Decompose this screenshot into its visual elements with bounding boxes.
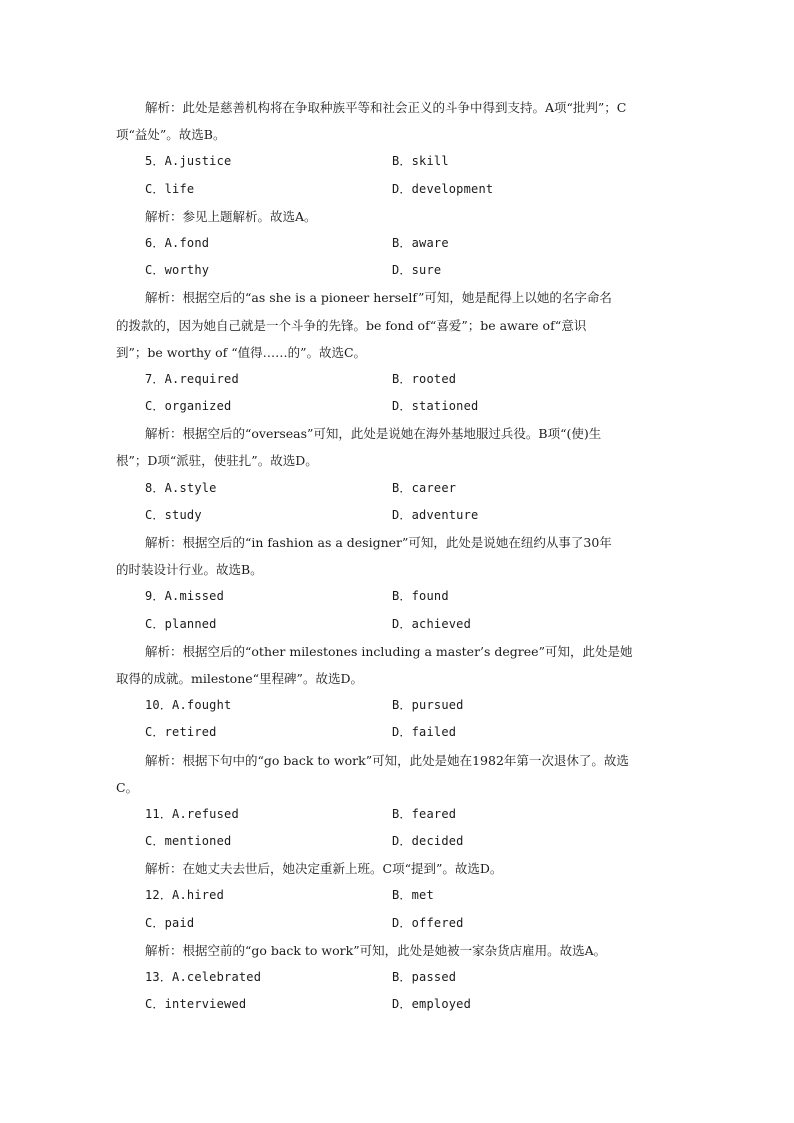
option-row: [116, 475, 680, 502]
explanation-line: 解析：根据空后的“as she is a pioneer herself”可知，她是配得上以她的名字命名: [145, 290, 612, 306]
option-left: 9．A.missed: [145, 589, 225, 604]
option-left: C．study: [145, 507, 202, 522]
option-left: 10．A.fought: [145, 698, 232, 713]
explanation-continuation: 的时装设计行业。故选B。: [116, 562, 263, 578]
option-row: [116, 611, 680, 638]
option-left: 6．A.fond: [145, 235, 210, 250]
option-right: B．career: [392, 480, 457, 495]
option-left: C．retired: [145, 725, 217, 740]
explanation-continuation: 的拨款的，因为她自己就是一个斗争的先锋。be fond of“喜爱”；be aware of“意识: [116, 317, 587, 333]
explanation-line: 解析：根据空后的“in fashion as a designer”可知，此处是说她在纽约从事了30年: [145, 535, 612, 550]
answer-explanations: [116, 94, 680, 1018]
option-left: 12．A.hired: [145, 888, 225, 903]
option-row: [116, 583, 680, 610]
option-row: [116, 502, 680, 529]
option-row: [116, 393, 680, 420]
explanation-continuation: 取得的成就。milestone“里程碑”。故选D。: [116, 670, 363, 686]
explanation-continuation: 到”；be worthy of “值得……的”。故选C。: [116, 344, 367, 360]
option-right: B．passed: [392, 970, 457, 984]
option-row: [116, 366, 680, 393]
option-right: B．found: [392, 589, 449, 604]
option-row: [116, 964, 680, 991]
explanation-line: 解析：根据空后的“other milestones including a master’s degree”可知，此处是她: [145, 643, 633, 659]
option-right: D．adventure: [392, 507, 479, 522]
option-row: [116, 148, 680, 175]
option-left: C．organized: [145, 399, 232, 414]
explanation-line: 解析：根据下句中的“go back to work”可知，此处是她在1982年第一次退休了。故选: [145, 752, 629, 768]
option-left: 11．A.refused: [145, 806, 239, 821]
explanation-line: 解析：根据空后的“overseas”可知，此处是说她在海外基地服过兵役。B项“(使)生: [145, 426, 602, 442]
option-right: D．offered: [392, 915, 464, 930]
option-right: B．rooted: [392, 371, 457, 386]
option-left: C．life: [145, 181, 195, 196]
option-row: [116, 230, 680, 257]
option-right: D．decided: [392, 834, 464, 849]
option-row: [116, 991, 680, 1018]
option-right: D．failed: [392, 725, 457, 740]
option-left: C．worthy: [145, 263, 210, 278]
option-left: 5．A.justice: [145, 154, 232, 169]
option-right: D．stationed: [392, 399, 479, 414]
option-row: [116, 910, 680, 937]
option-left: C．mentioned: [145, 834, 232, 849]
option-row: [116, 828, 680, 855]
option-left: C．paid: [145, 915, 195, 930]
option-right: B．feared: [392, 806, 457, 821]
option-row: [116, 176, 680, 203]
explanation-line: 解析：参见上题解析。故选A。: [145, 208, 317, 224]
option-right: D．sure: [392, 263, 442, 278]
option-row: [116, 801, 680, 828]
explanation-line: 解析：此处是慈善机构将在争取种族平等和社会正义的斗争中得到支持。A项“批判”；C: [145, 100, 627, 115]
option-row: [116, 882, 680, 909]
option-row: [116, 692, 680, 719]
option-right: B．aware: [392, 235, 449, 250]
option-row: [116, 719, 680, 746]
explanation-continuation: 根”；D项“派驻，使驻扎”。故选D。: [116, 453, 318, 469]
option-left: 8．A.style: [145, 480, 217, 495]
option-right: B．met: [392, 888, 434, 903]
option-right: B．skill: [392, 154, 449, 169]
explanation-continuation: C。: [116, 779, 139, 795]
option-row: [116, 257, 680, 284]
option-left: C．interviewed: [145, 997, 247, 1012]
option-left: 7．A.required: [145, 371, 239, 386]
explanation-line: 解析：根据空前的“go back to work”可知，此处是她被一家杂货店雇用。故选A。: [145, 942, 607, 958]
explanation-line: 解析：在她丈夫去世后，她决定重新上班。C项“提到”。故选D。: [145, 861, 503, 877]
option-right: D．employed: [392, 997, 472, 1012]
option-left: 13．A.celebrated: [145, 970, 262, 984]
option-right: D．development: [392, 181, 494, 196]
option-right: B．pursued: [392, 698, 464, 713]
option-right: D．achieved: [392, 616, 472, 631]
option-left: C．planned: [145, 616, 217, 631]
explanation-continuation: 项“益处”。故选B。: [116, 127, 226, 143]
